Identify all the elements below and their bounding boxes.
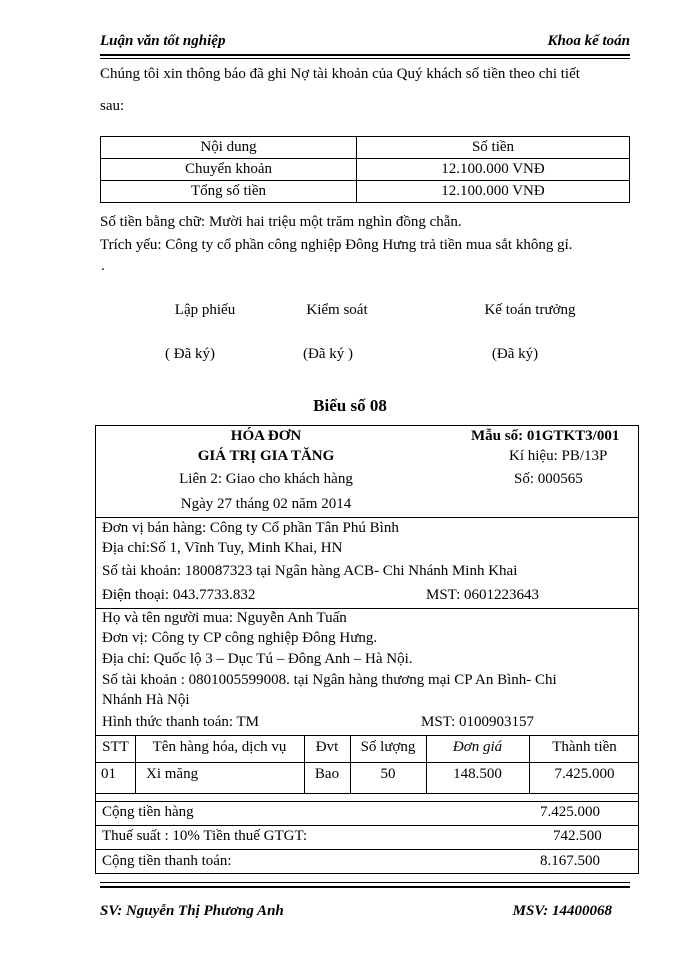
divider bbox=[96, 762, 638, 763]
vat-invoice bbox=[95, 425, 639, 874]
payment-method: Hình thức thanh toán: TM bbox=[102, 714, 260, 730]
col-header-stt: STT bbox=[102, 739, 129, 755]
col-header-name: Tên hàng hóa, dịch vụ bbox=[152, 739, 287, 755]
divider bbox=[96, 793, 638, 794]
item-stt: 01 bbox=[101, 766, 116, 782]
summary-amount: 12.100.000 VNĐ bbox=[357, 181, 630, 203]
signature-status: (Đã ký) bbox=[491, 346, 539, 362]
grand-total-value: 8.167.500 bbox=[540, 853, 600, 869]
col-header-total: Thành tiền bbox=[552, 739, 617, 755]
seller-address: Địa chỉ:Số 1, Vĩnh Tuy, Minh Khai, HN bbox=[102, 540, 343, 556]
stray-dot: . bbox=[101, 258, 105, 274]
item-total: 7.425.000 bbox=[554, 766, 615, 782]
header-divider bbox=[100, 54, 630, 56]
student-name: SV: Nguyễn Thị Phương Anh bbox=[100, 903, 284, 919]
col-header-price: Đơn giá bbox=[452, 739, 503, 755]
divider bbox=[96, 801, 638, 802]
table-row bbox=[101, 159, 630, 181]
invoice-copy: Liên 2: Giao cho khách hàng bbox=[179, 471, 353, 487]
seller-account: Số tài khoản: 180087323 tại Ngân hàng ACB- Chi Nhánh Minh Khai bbox=[102, 563, 518, 579]
invoice-subtitle: GIÁ TRỊ GIA TĂNG bbox=[197, 448, 335, 464]
amount-in-words: Số tiền bằng chữ: Mười hai triệu một trăm nghìn đồng chẵn. bbox=[100, 214, 462, 230]
grand-total-label: Cộng tiền thanh toán: bbox=[102, 853, 232, 869]
invoice-title: HÓA ĐƠN bbox=[230, 428, 302, 444]
item-name: Xi măng bbox=[146, 766, 199, 782]
page-header bbox=[100, 33, 630, 50]
header-divider-thin bbox=[100, 58, 630, 59]
buyer-unit: Đơn vị: Công ty CP công nghiệp Đông Hưng. bbox=[102, 630, 378, 646]
invoice-symbol: Kí hiệu: PB/13P bbox=[509, 448, 608, 464]
summary-header-amount: Số tiền bbox=[357, 137, 630, 159]
invoice-number: Số: 000565 bbox=[514, 471, 583, 487]
summary-content: Tổng số tiền bbox=[101, 181, 357, 203]
item-qty: 50 bbox=[380, 766, 396, 782]
subtotal-label: Cộng tiền hàng bbox=[102, 804, 194, 820]
divider bbox=[96, 849, 638, 850]
seller-unit: Đơn vị bán hàng: Công ty Cổ phần Tân Phú Bình bbox=[102, 520, 399, 536]
footer-divider-thin bbox=[100, 882, 630, 883]
signature-status: ( Đã ký) bbox=[165, 346, 215, 362]
student-id: MSV: 14400068 bbox=[512, 903, 612, 919]
page-footer bbox=[100, 903, 612, 920]
divider bbox=[96, 825, 638, 826]
summary-content: Chuyển khoản bbox=[101, 159, 357, 181]
vat-value: 742.500 bbox=[553, 828, 602, 844]
buyer-name: Họ và tên người mua: Nguyễn Anh Tuấn bbox=[102, 610, 347, 626]
vat-label: Thuế suất : 10% Tiền thuế GTGT: bbox=[102, 828, 308, 844]
faculty-label: Khoa kế toán bbox=[547, 33, 630, 49]
signature-role: Lập phiếu bbox=[174, 302, 236, 318]
buyer-tax-code: MST: 0100903157 bbox=[421, 714, 535, 730]
thesis-label: Luận văn tốt nghiệp bbox=[100, 33, 226, 49]
subtotal-value: 7.425.000 bbox=[540, 804, 600, 820]
invoice-date: Ngày 27 tháng 02 năm 2014 bbox=[180, 496, 352, 512]
divider bbox=[96, 608, 638, 609]
seller-phone: Điện thoại: 043.7733.832 bbox=[102, 587, 256, 603]
col-header-qty: Số lượng bbox=[360, 739, 416, 755]
buyer-account-cont: Nhánh Hà Nội bbox=[102, 692, 190, 708]
summary-table bbox=[100, 136, 630, 203]
item-price: 148.500 bbox=[453, 766, 502, 782]
signature-role: Kế toán trưởng bbox=[484, 302, 576, 318]
intro-line-1: Chúng tôi xin thông báo đã ghi Nợ tài khoản của Quý khách số tiền theo chi tiết bbox=[100, 66, 580, 82]
signature-status: (Đã ký ) bbox=[303, 346, 353, 362]
seller-tax-code: MST: 0601223643 bbox=[426, 587, 540, 603]
form-title: Biểu số 08 bbox=[313, 396, 387, 415]
invoice-form-no: Mẫu số: 01GTKT3/001 bbox=[471, 428, 620, 444]
divider bbox=[96, 735, 638, 736]
footer-divider bbox=[100, 886, 630, 888]
buyer-address: Địa chỉ: Quốc lộ 3 – Dục Tú – Đông Anh – Hà Nội. bbox=[102, 651, 413, 667]
divider bbox=[96, 517, 638, 518]
table-row bbox=[101, 181, 630, 203]
summary-header-content: Nội dung bbox=[101, 137, 357, 159]
buyer-account: Số tài khoản : 0801005599008. tại Ngân hàng thương mại CP An Bình- Chi bbox=[102, 672, 557, 688]
summary-note: Trích yếu: Công ty cổ phần công nghiệp Đông Hưng trả tiền mua sắt không gỉ. bbox=[100, 237, 573, 253]
signature-role: Kiểm soát bbox=[306, 302, 368, 318]
col-header-unit: Đvt bbox=[315, 739, 339, 755]
item-unit: Bao bbox=[314, 766, 340, 782]
intro-line-2: sau: bbox=[100, 98, 125, 114]
summary-amount: 12.100.000 VNĐ bbox=[357, 159, 630, 181]
